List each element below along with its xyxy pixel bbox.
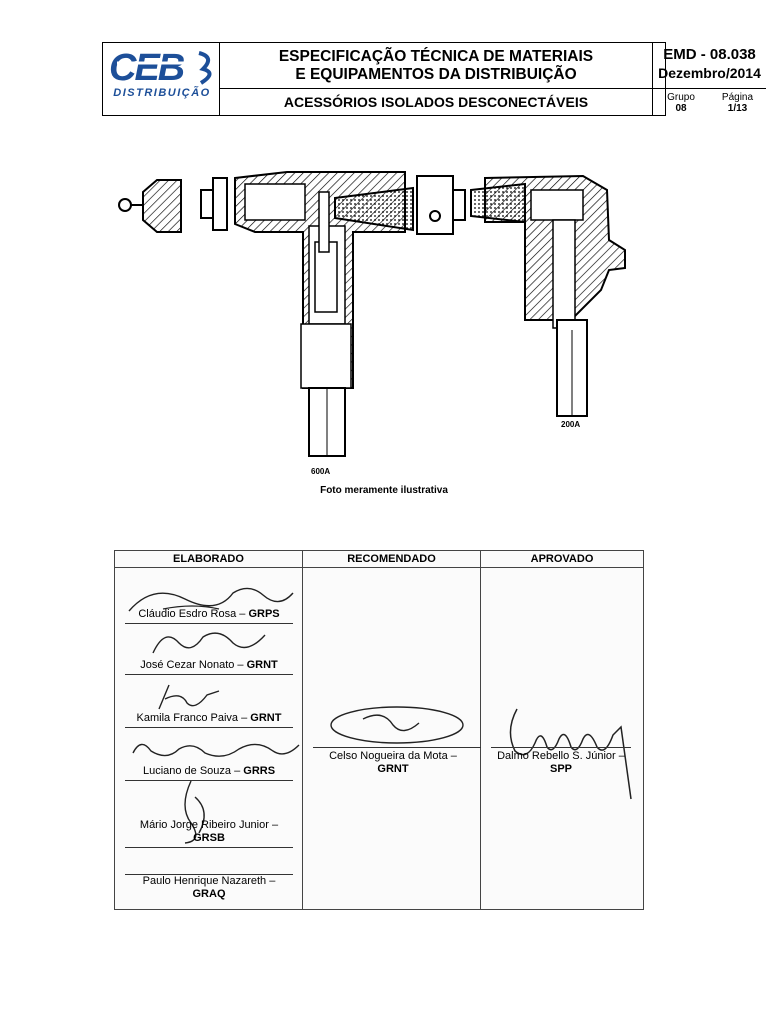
column-aprovado	[481, 551, 643, 909]
doc-code: EMD - 08.038	[663, 46, 756, 63]
signature-celso	[323, 701, 473, 751]
header-elaborado: ELABORADO	[115, 551, 302, 568]
column-elaborado	[115, 551, 303, 909]
person-org: GRNT	[246, 659, 278, 671]
elaborado-person-6	[123, 875, 295, 901]
header-recomendado: RECOMENDADO	[303, 551, 480, 568]
page-label: Página	[721, 92, 754, 103]
person-name: Dalmo Rebello S. Júnior –	[497, 750, 625, 762]
elaborado-person-5	[123, 819, 295, 845]
person-name: Paulo Henrique Nazareth –	[142, 875, 276, 887]
figure-caption: Foto meramente ilustrativa	[320, 485, 448, 496]
column-recomendado	[303, 551, 481, 909]
ceb-logo	[103, 43, 220, 115]
signature-line	[125, 847, 293, 848]
signature-luciano	[127, 731, 307, 767]
svg-text:CEB: CEB	[109, 47, 184, 87]
connector-illustration	[105, 150, 645, 480]
signature-line	[313, 747, 481, 748]
signature-line	[125, 727, 293, 728]
signature-line	[125, 674, 293, 675]
signature-line	[125, 874, 293, 875]
signature-kamila	[151, 681, 231, 715]
aprovado-person	[481, 750, 641, 776]
elaborado-person-2	[123, 659, 295, 672]
person-org: GRRS	[243, 765, 276, 777]
elaborado-person-3	[123, 712, 295, 725]
person-name: Celso Nogueira da Mota –	[329, 750, 457, 762]
rating-label-600a: 600A	[311, 467, 331, 476]
doc-date: Dezembro/2014	[658, 65, 761, 81]
signature-jose	[145, 625, 285, 659]
person-name: Luciano de Souza –	[142, 765, 241, 777]
group-label: Grupo	[667, 92, 695, 103]
person-org: GRNT	[377, 763, 409, 775]
page-value: 1/13	[727, 103, 748, 114]
header-aprovado: APROVADO	[481, 551, 643, 568]
spec-title	[220, 43, 653, 89]
logo-subtitle: DISTRIBUIÇÃO	[113, 87, 211, 99]
recomendado-person	[307, 750, 479, 776]
doc-code-box	[653, 43, 766, 89]
person-org: SPP	[549, 763, 572, 775]
group-value: 08	[675, 103, 687, 114]
elaborado-person-1	[123, 608, 295, 621]
person-org: GRAQ	[192, 888, 226, 900]
person-name: Cláudio Esdro Rosa –	[138, 608, 246, 620]
approval-table	[114, 550, 644, 910]
page-box	[709, 89, 766, 115]
person-name: José Cezar Nonato –	[140, 659, 244, 671]
signature-line	[491, 747, 631, 748]
group-box	[653, 89, 709, 115]
person-name: Kamila Franco Paiva –	[136, 712, 248, 724]
person-org: GRSB	[193, 832, 225, 844]
rating-label-200a: 200A	[561, 420, 581, 429]
title-line-1: ESPECIFICAÇÃO TÉCNICA DE MATERIAIS	[278, 48, 594, 65]
ceb-logo-mark	[103, 43, 220, 87]
document-header	[102, 42, 761, 116]
person-org: GRNT	[250, 712, 282, 724]
spec-subtitle: ACESSÓRIOS ISOLADOS DESCONECTÁVEIS	[220, 89, 653, 115]
person-org: GRPS	[248, 608, 280, 620]
title-line-2: E EQUIPAMENTOS DA DISTRIBUIÇÃO	[295, 66, 577, 83]
signature-line	[125, 623, 293, 624]
person-name: Mário Jorge Ribeiro Junior –	[139, 819, 279, 831]
